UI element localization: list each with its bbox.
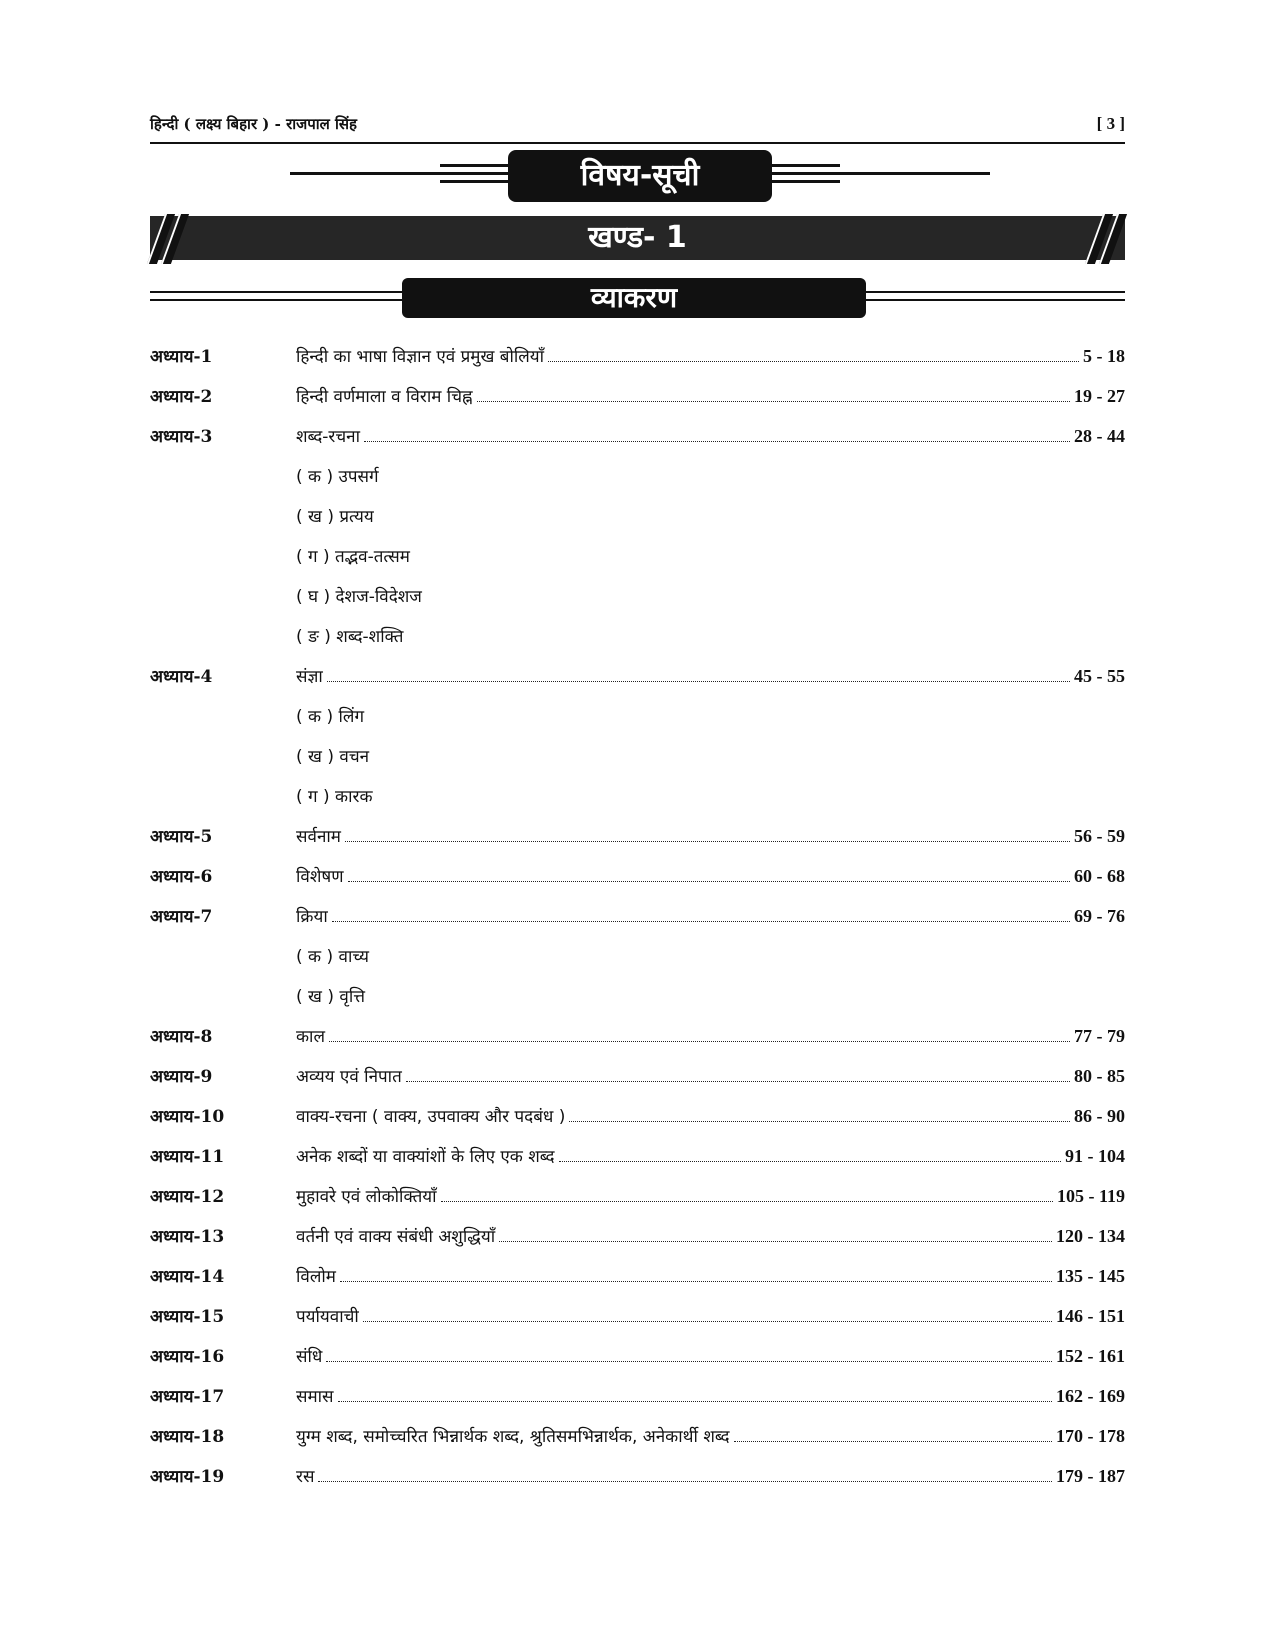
- toc-chapter-number: अध्याय-15: [150, 1307, 225, 1327]
- toc-entry: [296, 824, 1125, 847]
- toc-subitem: [150, 938, 1125, 978]
- toc-chapter-title: शब्द-रचना: [296, 427, 360, 447]
- toc-chapter-title: संधि: [296, 1347, 323, 1367]
- toc-chapter-title: अनेक शब्दों या वाक्यांशों के लिए एक शब्द: [296, 1147, 555, 1167]
- toc-chapter-number: अध्याय-1: [150, 347, 213, 367]
- toc-leader-dots: [559, 1149, 1062, 1162]
- toc-subitem-label: ( ग ) कारक: [296, 787, 373, 807]
- subsection-bar: [150, 278, 1125, 318]
- toc-chapter-title: युग्म शब्द, समोच्चरित भिन्नार्थक शब्द, श्रुतिसमभिन्नार्थक, अनेकार्थी शब्द: [296, 1427, 730, 1447]
- toc-page-range: 91 - 104: [1065, 1146, 1125, 1166]
- toc-chapter-title: सर्वनाम: [296, 827, 341, 847]
- toc-subitem-entry: [296, 584, 1125, 607]
- toc-subitem: [150, 498, 1125, 538]
- toc-subitem: [150, 778, 1125, 818]
- toc-leader-dots: [441, 1189, 1053, 1202]
- toc-entry: [296, 1024, 1125, 1047]
- toc-page-range: 77 - 79: [1074, 1026, 1125, 1046]
- toc-chapter-number: अध्याय-12: [150, 1187, 225, 1207]
- toc-subitem-label: ( घ ) देशज-विदेशज: [296, 587, 422, 607]
- toc-row: [150, 1418, 1125, 1458]
- toc-page-range: 69 - 76: [1074, 906, 1125, 926]
- toc-row: [150, 1378, 1125, 1418]
- toc-entry: [296, 1344, 1125, 1367]
- toc-row: [150, 418, 1125, 458]
- toc-entry: [296, 1304, 1125, 1327]
- toc-entry: [296, 424, 1125, 447]
- toc-subitem-entry: [296, 944, 1125, 967]
- toc-row: [150, 378, 1125, 418]
- toc-row: [150, 1098, 1125, 1138]
- toc-row: [150, 898, 1125, 938]
- toc-page-range: 152 - 161: [1056, 1346, 1125, 1366]
- toc-chapter-number: अध्याय-8: [150, 1027, 213, 1047]
- toc-subitem-entry: [296, 784, 1125, 807]
- toc-row: [150, 658, 1125, 698]
- toc-chapter-title: हिन्दी वर्णमाला व विराम चिह्न: [296, 387, 473, 407]
- toc-row: [150, 1058, 1125, 1098]
- toc-row: [150, 1298, 1125, 1338]
- toc-subitem-label: ( क ) वाच्य: [296, 947, 369, 967]
- title-rule-left-upper: [440, 164, 508, 167]
- toc-subitem-label: ( ख ) प्रत्यय: [296, 507, 374, 527]
- toc-row: [150, 1458, 1125, 1498]
- toc-entry: [296, 384, 1125, 407]
- toc-row: [150, 1018, 1125, 1058]
- title-rule-right: [772, 172, 990, 175]
- subbar-rule-left-2: [150, 299, 402, 301]
- toc-entry: [296, 1424, 1125, 1447]
- toc-chapter-number: अध्याय-14: [150, 1267, 225, 1287]
- toc-page-range: 60 - 68: [1074, 866, 1125, 886]
- toc-subitem-label: ( क ) लिंग: [296, 707, 365, 727]
- table-of-contents: [150, 338, 1125, 1498]
- toc-subitem: [150, 458, 1125, 498]
- title-rule-left-lower: [440, 180, 508, 183]
- toc-chapter-title: मुहावरे एवं लोकोक्तियाँ: [296, 1187, 437, 1207]
- toc-chapter-title: हिन्दी का भाषा विज्ञान एवं प्रमुख बोलियाँ: [296, 347, 545, 367]
- toc-subitem-label: ( ङ ) शब्द-शक्ति: [296, 627, 404, 647]
- toc-row: [150, 818, 1125, 858]
- toc-page-range: 105 - 119: [1056, 1186, 1125, 1206]
- toc-subitem-entry: [296, 544, 1125, 567]
- toc-page-range: 146 - 151: [1056, 1306, 1125, 1326]
- toc-entry: [296, 1104, 1125, 1127]
- toc-leader-dots: [340, 1269, 1052, 1282]
- toc-subitem-entry: [296, 704, 1125, 727]
- toc-leader-dots: [318, 1469, 1052, 1482]
- toc-subitem-entry: [296, 464, 1125, 487]
- index-title: विषय-सूची: [508, 150, 772, 202]
- subbar-rule-right-1: [866, 291, 1125, 293]
- toc-chapter-number: अध्याय-9: [150, 1067, 213, 1087]
- toc-leader-dots: [363, 1309, 1052, 1322]
- toc-leader-dots: [499, 1229, 1052, 1242]
- toc-subitem-entry: [296, 624, 1125, 647]
- section-banner: [150, 216, 1125, 260]
- toc-page-range: 179 - 187: [1056, 1466, 1125, 1486]
- subbar-rule-left-1: [150, 291, 402, 293]
- book-title: हिन्दी ( लक्ष्य बिहार ) - राजपाल सिंह: [150, 115, 358, 133]
- toc-row: [150, 1258, 1125, 1298]
- toc-entry: [296, 664, 1125, 687]
- toc-entry: [296, 1184, 1125, 1207]
- title-rule-right-lower: [772, 180, 840, 183]
- toc-subitem: [150, 738, 1125, 778]
- toc-page-range: 80 - 85: [1074, 1066, 1125, 1086]
- toc-chapter-number: अध्याय-16: [150, 1347, 225, 1367]
- toc-chapter-number: अध्याय-5: [150, 827, 213, 847]
- toc-page-range: 170 - 178: [1056, 1426, 1125, 1446]
- toc-chapter-title: क्रिया: [296, 907, 328, 927]
- toc-chapter-title: वाक्य-रचना ( वाक्य, उपवाक्य और पदबंध ): [296, 1107, 566, 1127]
- toc-leader-dots: [332, 909, 1070, 922]
- toc-subitem-label: ( क ) उपसर्ग: [296, 467, 379, 487]
- toc-chapter-number: अध्याय-10: [150, 1107, 225, 1127]
- toc-chapter-number: अध्याय-3: [150, 427, 213, 447]
- toc-chapter-number: अध्याय-13: [150, 1227, 225, 1247]
- toc-entry: [296, 864, 1125, 887]
- toc-leader-dots: [327, 669, 1070, 682]
- toc-chapter-number: अध्याय-18: [150, 1427, 225, 1447]
- toc-leader-dots: [329, 1029, 1070, 1042]
- toc-entry: [296, 1264, 1125, 1287]
- toc-chapter-number: अध्याय-11: [150, 1147, 225, 1167]
- subbar-rule-right-2: [866, 299, 1125, 301]
- section-banner-title: खण्ड- 1: [588, 220, 687, 255]
- title-rule-right-upper: [772, 164, 840, 167]
- toc-leader-dots: [569, 1109, 1070, 1122]
- toc-row: [150, 338, 1125, 378]
- toc-chapter-number: अध्याय-4: [150, 667, 213, 687]
- toc-leader-dots: [345, 829, 1070, 842]
- toc-page-range: 28 - 44: [1074, 426, 1125, 446]
- toc-page-range: 162 - 169: [1056, 1386, 1125, 1406]
- toc-chapter-title: काल: [296, 1027, 325, 1047]
- toc-row: [150, 1338, 1125, 1378]
- toc-subitem: [150, 578, 1125, 618]
- toc-chapter-title: वर्तनी एवं वाक्य संबंधी अशुद्धियाँ: [296, 1227, 496, 1247]
- toc-chapter-title: विशेषण: [296, 867, 344, 887]
- toc-row: [150, 1218, 1125, 1258]
- toc-subitem-label: ( ख ) वृत्ति: [296, 987, 365, 1007]
- toc-row: [150, 858, 1125, 898]
- toc-chapter-title: रस: [296, 1467, 315, 1487]
- toc-leader-dots: [364, 429, 1070, 442]
- toc-chapter-title: समास: [296, 1387, 334, 1407]
- toc-chapter-number: अध्याय-19: [150, 1467, 225, 1487]
- toc-entry: [296, 1384, 1125, 1407]
- toc-leader-dots: [406, 1069, 1070, 1082]
- toc-page-range: 5 - 18: [1083, 346, 1125, 366]
- toc-entry: [296, 1144, 1125, 1167]
- toc-chapter-title: पर्यायवाची: [296, 1307, 359, 1327]
- toc-entry: [296, 1224, 1125, 1247]
- toc-subitem-label: ( ग ) तद्भव-तत्सम: [296, 547, 410, 567]
- toc-entry: [296, 904, 1125, 927]
- toc-chapter-title: अव्यय एवं निपात: [296, 1067, 402, 1087]
- toc-page-range: 45 - 55: [1074, 666, 1125, 686]
- toc-subitem: [150, 538, 1125, 578]
- toc-page-range: 86 - 90: [1074, 1106, 1125, 1126]
- toc-subitem: [150, 978, 1125, 1018]
- toc-leader-dots: [348, 869, 1070, 882]
- toc-subitem-entry: [296, 744, 1125, 767]
- toc-page-range: 19 - 27: [1074, 386, 1125, 406]
- toc-entry: [296, 344, 1125, 367]
- toc-chapter-number: अध्याय-7: [150, 907, 213, 927]
- toc-leader-dots: [338, 1389, 1052, 1402]
- running-header: [150, 110, 1125, 144]
- toc-leader-dots: [548, 349, 1079, 362]
- title-rule-left: [290, 172, 508, 175]
- toc-entry: [296, 1464, 1125, 1487]
- toc-chapter-title: विलोम: [296, 1267, 336, 1287]
- toc-chapter-number: अध्याय-2: [150, 387, 213, 407]
- toc-chapter-title: संज्ञा: [296, 667, 323, 687]
- toc-row: [150, 1138, 1125, 1178]
- toc-page-range: 56 - 59: [1074, 826, 1125, 846]
- toc-chapter-number: अध्याय-17: [150, 1387, 225, 1407]
- toc-chapter-number: अध्याय-6: [150, 867, 213, 887]
- toc-leader-dots: [326, 1349, 1052, 1362]
- toc-subitem-entry: [296, 504, 1125, 527]
- toc-subitem: [150, 698, 1125, 738]
- subsection-title: व्याकरण: [402, 278, 866, 318]
- toc-subitem: [150, 618, 1125, 658]
- page-number: [ 3 ]: [1096, 114, 1125, 133]
- toc-leader-dots: [477, 389, 1070, 402]
- toc-row: [150, 1178, 1125, 1218]
- toc-subitem-entry: [296, 984, 1125, 1007]
- toc-leader-dots: [734, 1429, 1052, 1442]
- toc-page-range: 120 - 134: [1056, 1226, 1125, 1246]
- toc-page-range: 135 - 145: [1056, 1266, 1125, 1286]
- toc-subitem-label: ( ख ) वचन: [296, 747, 370, 767]
- index-title-block: [290, 148, 990, 204]
- toc-entry: [296, 1064, 1125, 1087]
